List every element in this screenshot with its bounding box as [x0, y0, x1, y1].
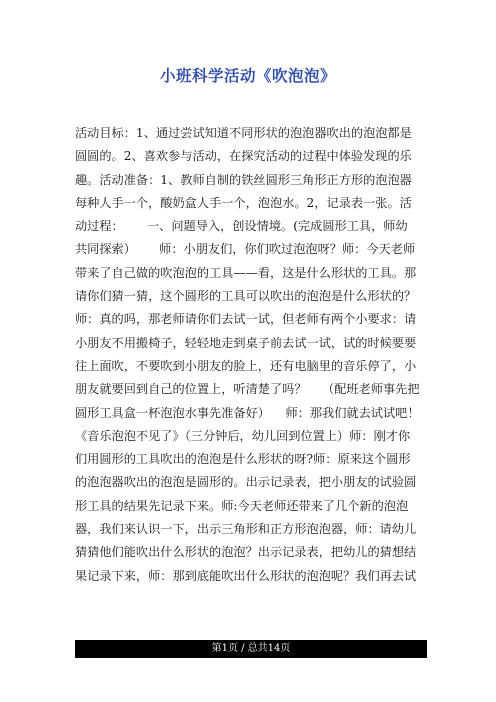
body-line: 圆圆的。2、喜欢参与活动，在探究活动的过程中体验发现的乐 — [75, 149, 412, 164]
body-line: 果记录下来，师：那到底能吹出什么形状的泡泡呢？我们再去试 — [75, 568, 417, 583]
body-line: 师：真的吗，那老师请你们去试一试，但老师有两个小要求：请 — [75, 312, 417, 327]
page-number-text: 第1页 / 总共14页 — [211, 643, 291, 654]
document-body — [75, 122, 427, 588]
body-line: 猜猜他们能吹出什么形状的泡泡？出示记录表，把幼儿的猜想结 — [75, 545, 417, 560]
page-footer — [75, 640, 427, 658]
body-line: 动过程： 一、问题导入，创设情境。(完成圆形工具，师幼 — [75, 219, 408, 234]
body-line: 们用圆形的工具吹出的泡泡是什么形状的呀?师：原来这个圆形 — [75, 452, 411, 467]
body-line: 圆形工具盒一杯泡泡水事先准备好） 师：那我们就去试试吧！ — [75, 405, 420, 420]
body-line: 朋友就要回到自己的位置上，听清楚了吗？ （配班老师事先把 — [75, 382, 420, 397]
body-line: 器，我们来认识一下，出示三角形和正方形泡泡器，师：请幼儿 — [75, 522, 417, 537]
body-line: 小朋友不用搬椅子，轻轻地走到桌子前去试一试，试的时候要要 — [75, 335, 417, 350]
body-line: 活动目标：1、通过尝试知道不同形状的泡泡器吹出的泡泡都是 — [75, 126, 412, 140]
body-line: 共同探索） 师：小朋友们，你们吹过泡泡呀？师：今天老师 — [75, 242, 416, 257]
body-line: 带来了自己做的吹泡泡的工具——看，这是什么形状的工具。那 — [75, 265, 417, 280]
document-title: 小班科学活动《吹泡泡》 — [159, 67, 336, 85]
body-line: 《音乐泡泡不见了》（三分钟后，幼儿回到位置上）师：刚才你 — [75, 428, 411, 443]
body-line: 请你们猜一猜，这个圆形的工具可以吹出的泡泡是什么形状的？ — [75, 289, 417, 304]
body-line: 每种人手一个，酸奶盒人手一个，泡泡水。2，记录表一张。活 — [75, 195, 412, 210]
body-line: 形工具的结果先记录下来。师:今天老师还带来了几个新的泡泡 — [75, 498, 409, 513]
body-line: 趣。活动准备：1、教师自制的铁丝圆形三角形正方形的泡泡器 — [75, 172, 412, 187]
body-line: 往上面吹，不要吹到小朋友的脸上，还有电脑里的音乐停了，小 — [75, 358, 417, 373]
body-line: 的泡泡器吹出的泡泡是圆形的。出示记录表，把小朋友的试验圆 — [75, 475, 417, 490]
